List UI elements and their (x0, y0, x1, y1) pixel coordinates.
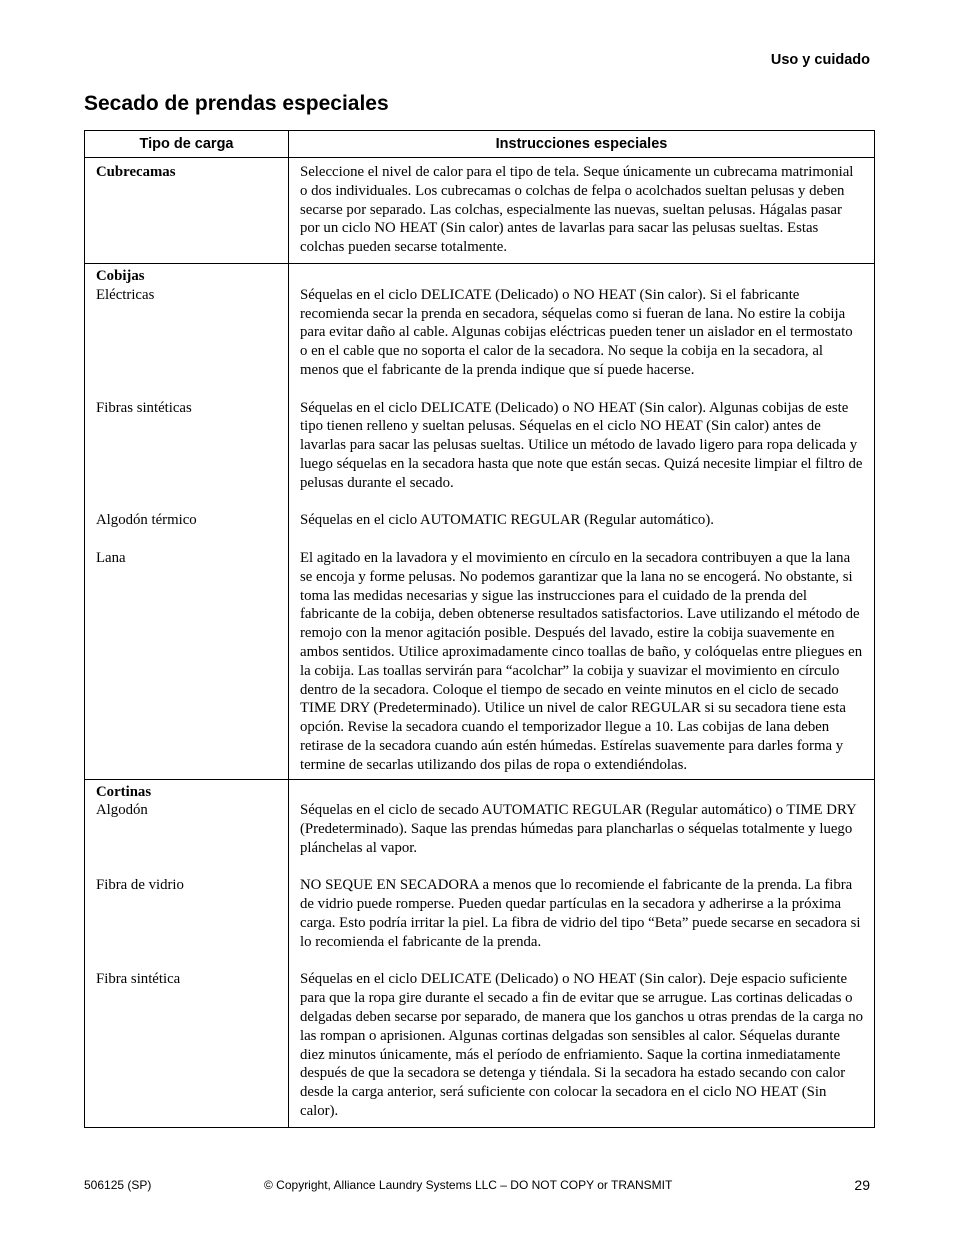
instructions-cubrecamas: Seleccione el nivel de calor para el tipo de tela. Seque únicamente un cubrecama matrimonial o dos individuales. Los cubrecamas o colchas de felpa o acolchados sueltan pelusas y deben secarse por separado. Las colchas, especialmente las nuevas, sueltan pelusas. Hágalas pasar por un ciclo NO HEAT (Sin calor) antes de lavarlas para sacar las pelusas sueltas. Estas colchas pueden secarse totalmente. (300, 164, 854, 256)
page-number: 29 (854, 1177, 870, 1193)
subtype-label: Fibras sintéticas (96, 399, 192, 416)
subtype-label: Eléctricas (96, 286, 155, 303)
subtype-label: Fibra de vidrio (96, 877, 184, 894)
table-row (85, 779, 875, 1127)
table-row (85, 158, 875, 264)
row-label-cubrecamas: Cubrecamas (96, 164, 176, 180)
section-header: Uso y cuidado (770, 52, 870, 68)
copyright-notice: © Copyright, Alliance Laundry Systems LLC – DO NOT COPY or TRANSMIT (264, 1178, 673, 1192)
subtype-label: Lana (96, 549, 126, 566)
instructions-cobijas-electricas: Séquelas en el ciclo DELICATE (Delicado) o NO HEAT (Sin calor). Si el fabricante recomienda secar la prenda en secadora, séquelas como si fueran de lana. No estire la cobija para evitar daño al cable. Algunas cobijas eléctricas pueden tener un aislador en el termostato o en el cable que no soporta el calor de la secadora. No seque la cobija en la secadora, al menos que el fabricante de la prenda indique que sí puede hacerse. (300, 286, 853, 378)
special-items-table (84, 130, 875, 1128)
column-header-instructions: Instrucciones especiales (289, 131, 875, 158)
instructions-cortinas-sintetica: Séquelas en el ciclo DELICATE (Delicado) o NO HEAT (Sin calor). Deje espacio suficiente para que la ropa gire durante el secado a fin de evitar que se arrugue. Las cortinas delicadas o delgadas deben secarse por separado, de manera que los ganchos u otras prendas de la carga no las rompan o aprisionen. Algunas cortinas delgadas son sensibles al calor. Séquelas durante diez minutos únicamente, más el período de enfriamiento. Saque la cortina inmediatamente después de que la secadora se detenga y tiéndala. Si la secadora ha estado secando con calor desde la carga anterior, será suficiente con colocar la secadora en el ciclo NO HEAT (Sin calor). (300, 971, 864, 1120)
page-title: Secado de prendas especiales (84, 92, 389, 115)
subtype-label: Algodón (96, 802, 148, 819)
table-header-row (85, 131, 875, 158)
subtype-label: Algodón térmico (96, 512, 197, 529)
row-label-cortinas: Cortinas (96, 783, 152, 800)
instructions-cobijas-sinteticas: Séquelas en el ciclo DELICATE (Delicado) o NO HEAT (Sin calor). Algunas cobijas de este tipo tienen relleno y sueltan pelusas. Séquelas en el ciclo NO HEAT (Sin calor) antes de lavarlas para sacar las pelusas sueltas. Utilice un método de lavado ligero para ropa delicada y luego séquelas en la secadora hasta que note que están secas. Quizá necesite limpiar el filtro de pelusas durante el secado. (300, 399, 863, 491)
column-header-load-type: Tipo de carga (85, 131, 289, 158)
instructions-cobijas-algodon: Séquelas en el ciclo AUTOMATIC REGULAR (Regular automático). (300, 512, 714, 529)
document-number: 506125 (SP) (84, 1178, 152, 1192)
table-row (85, 263, 875, 779)
instructions-cortinas-fibra-vidrio: NO SEQUE EN SECADORA a menos que lo recomiende el fabricante de la prenda. La fibra de vidrio puede romperse. Pueden quedar partículas en la secadora y adherirse a la próxima carga. Esto podría irritar la piel. La fibra de vidrio del tipo “Beta” puede secarse en secadora si lo recomienda el fabricante de la prenda. (300, 877, 861, 950)
row-label-cobijas: Cobijas (96, 267, 145, 284)
subtype-label: Fibra sintética (96, 971, 181, 988)
instructions-cobijas-lana: El agitado en la lavadora y el movimiento en círculo en la secadora contribuyen a que la lana se encoja y forme pelusas. No podemos garantizar que la lana no se encogerá. No obstante, si toma las medidas necesarias y sigue las instrucciones para el cuidado de la prenda del fabricante de la cobija, deben obtenerse resultados satisfactorios. Lave utilizando el método de remojo con la menor agitación posible. Después del lavado, estire la cobija suavemente en ambos sentidos. Utilice aproximadamente cinco toallas de baño, y colóquelas entre pliegues en la cobija. Las toallas servirán para “acolchar” la cobija y suavizar el movimiento en círculo dentro de la secadora. Coloque el tiempo de secado en veinte minutos en el ciclo de secado TIME DRY (Predeterminado). Utilice un nivel de calor REGULAR si su secadora tiene esta opción. Revise la secadora cuando el temporizador llegue a 10. Las cobijas de lana deben retirase de la secadora cuando aún estén húmedas. Estírelas suavemente para darles forma y termine de secarlas utilizando dos pilas de ropa o extendiéndolas. (300, 549, 863, 773)
instructions-cortinas-algodon: Séquelas en el ciclo de secado AUTOMATIC REGULAR (Regular automático) o TIME DRY (Predeterminado). Saque las prendas húmedas para plancharlas o séquelas totalmente y luego plánchelas al vapor. (300, 802, 857, 856)
